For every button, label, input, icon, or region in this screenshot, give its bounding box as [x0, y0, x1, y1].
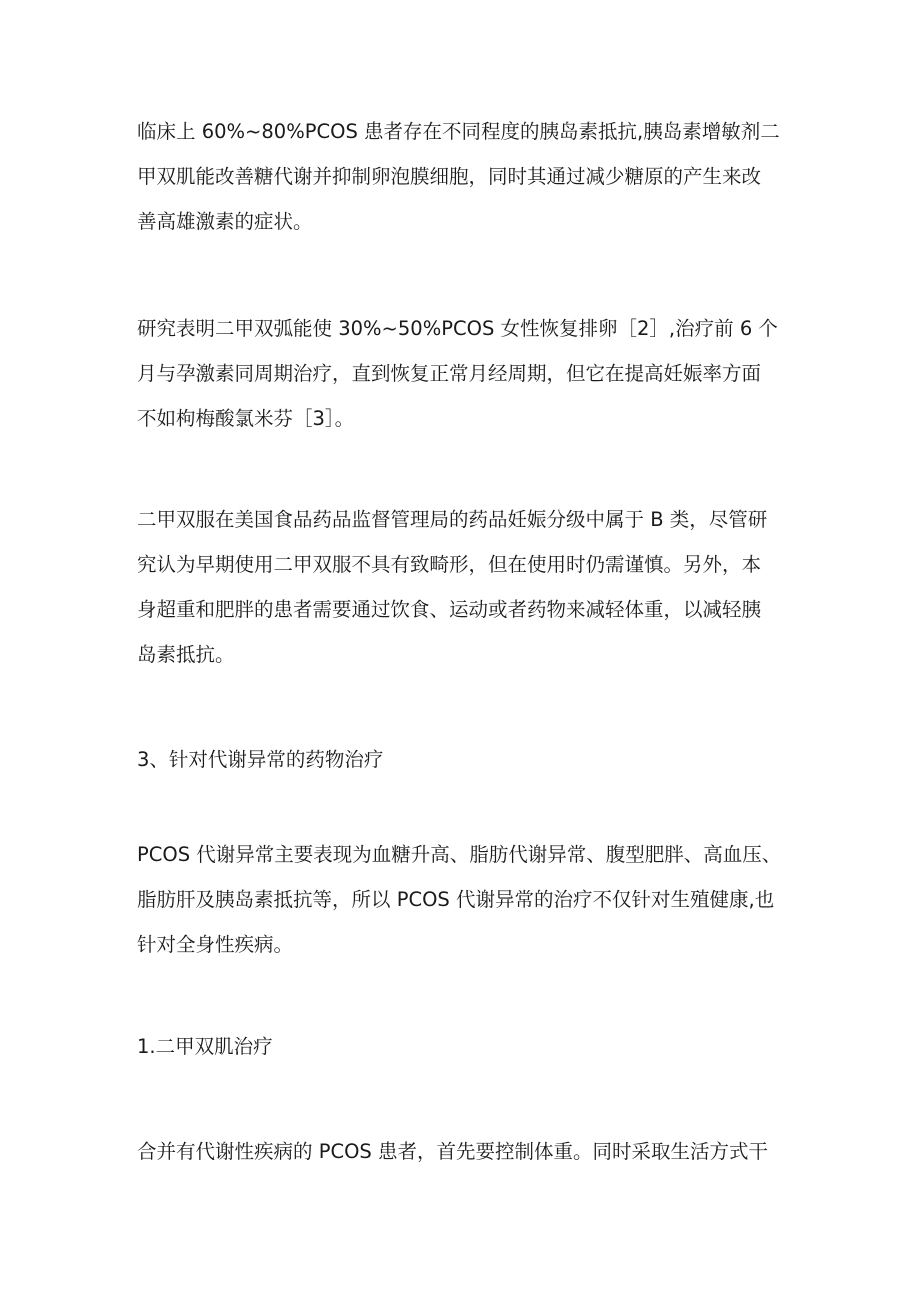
text-line: 甲双肌能改善糖代谢并抑制卵泡膜细胞，同时其通过减少糖原的产生来改 — [137, 165, 762, 188]
text-line: 月与孕激素同周期治疗，直到恢复正常月经周期，但它在提高妊娠率方面 — [137, 362, 762, 385]
text-line: 合并有代谢性疾病的 PCOS 患者，首先要控制体重。同时采取生活方式干 — [137, 1140, 768, 1163]
paragraph-weight-control — [137, 1129, 797, 1174]
text-line: 临床上 60%~80%PCOS 患者存在不同程度的胰岛素抵抗,胰岛素增敏剂二 — [137, 120, 780, 143]
paragraph-metabolic-abnormalities — [137, 832, 797, 967]
text-line: 不如枸梅酸氯米芬［3］。 — [137, 407, 355, 430]
text-line: 二甲双服在美国食品药品监督管理局的药品妊娠分级中属于 B 类，尽管研 — [137, 508, 768, 531]
paragraph-ovulation-study — [137, 306, 797, 441]
text-line: 身超重和肥胖的患者需要通过饮食、运动或者药物来减轻体重，以减轻胰 — [137, 598, 762, 621]
text-line: 针对全身性疾病。 — [137, 933, 294, 956]
paragraph-pregnancy-category — [137, 497, 797, 677]
subheading-metformin-treatment — [137, 1024, 797, 1069]
text-line: 研究表明二甲双弧能使 30%~50%PCOS 女性恢复排卵［2］,治疗前 6 个 — [137, 317, 778, 340]
text-line: 岛素抵抗。 — [137, 643, 235, 666]
text-line: 3、针对代谢异常的药物治疗 — [137, 748, 384, 771]
section-heading-metabolic-treatment — [137, 737, 797, 782]
text-line: 1.二甲双肌治疗 — [137, 1035, 273, 1058]
paragraph-insulin-resistance — [137, 109, 797, 244]
text-line: 脂肪肝及胰岛素抵抗等，所以 PCOS 代谢异常的治疗不仅针对生殖健康,也 — [137, 888, 775, 911]
text-line: 善高雄激素的症状。 — [137, 210, 313, 233]
text-line: PCOS 代谢异常主要表现为血糖升高、脂肪代谢异常、腹型肥胖、高血压、 — [137, 843, 782, 866]
text-line: 究认为早期使用二甲双服不具有致畸形，但在使用时仍需谨慎。另外，本 — [137, 553, 762, 576]
